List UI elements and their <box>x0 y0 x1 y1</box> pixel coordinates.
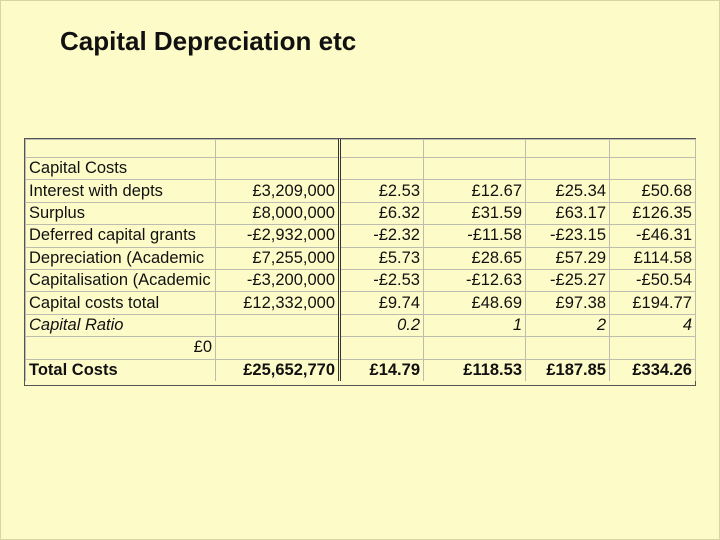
table-cell <box>610 337 696 359</box>
table-row <box>26 140 696 158</box>
table-cell <box>216 337 340 359</box>
table-cell <box>340 140 424 158</box>
row-label: Interest with depts <box>26 180 216 202</box>
row-label: Capital costs total <box>26 292 216 314</box>
table-row <box>26 180 696 202</box>
table-cell: -£2.53 <box>340 269 424 291</box>
table-cell <box>340 158 424 180</box>
table-cell: £126.35 <box>610 202 696 224</box>
table-cell: £5.73 <box>340 247 424 269</box>
row-label: Capitalisation (Academic <box>26 269 216 291</box>
table-cell: -£3,200,000 <box>216 269 340 291</box>
table-row <box>26 247 696 269</box>
table-cell: 4 <box>610 314 696 336</box>
slide-title: Capital Depreciation etc <box>60 26 357 56</box>
table-cell: 1 <box>424 314 526 336</box>
table-cell: £31.59 <box>424 202 526 224</box>
table-cell <box>216 314 340 336</box>
table-cell: £57.29 <box>526 247 610 269</box>
table-cell <box>610 158 696 180</box>
table-row <box>26 292 696 314</box>
table-cell: -£2.32 <box>340 225 424 247</box>
row-label: Total Costs <box>26 359 216 381</box>
table-cell <box>216 158 340 180</box>
table-cell: £118.53 <box>424 359 526 381</box>
table-cell: -£12.63 <box>424 269 526 291</box>
table-cell: £14.79 <box>340 359 424 381</box>
table-cell: £12,332,000 <box>216 292 340 314</box>
table-cell: 2 <box>526 314 610 336</box>
table-cell: £3,209,000 <box>216 180 340 202</box>
table-cell <box>424 140 526 158</box>
table-cell: £334.26 <box>610 359 696 381</box>
table-cell: 0.2 <box>340 314 424 336</box>
table-cell: £114.58 <box>610 247 696 269</box>
table-cell <box>526 158 610 180</box>
row-label: Deferred capital grants <box>26 225 216 247</box>
table-cell <box>610 140 696 158</box>
cost-table <box>25 139 696 381</box>
table-cell: £187.85 <box>526 359 610 381</box>
table-cell: £25,652,770 <box>216 359 340 381</box>
table-cell: £7,255,000 <box>216 247 340 269</box>
table-cell: £12.67 <box>424 180 526 202</box>
table-cell: £97.38 <box>526 292 610 314</box>
table-cell: -£46.31 <box>610 225 696 247</box>
table-cell <box>526 140 610 158</box>
row-label: Capital Ratio <box>26 314 216 336</box>
table-cell: £50.68 <box>610 180 696 202</box>
table-cell: -£23.15 <box>526 225 610 247</box>
table-cell: £2.53 <box>340 180 424 202</box>
table-cell <box>340 337 424 359</box>
table-cell: -£11.58 <box>424 225 526 247</box>
table-cell: £6.32 <box>340 202 424 224</box>
table-cell <box>424 337 526 359</box>
row-label: Capital Costs <box>26 158 216 180</box>
table-cell: -£50.54 <box>610 269 696 291</box>
row-label: Depreciation (Academic <box>26 247 216 269</box>
table-cell: £25.34 <box>526 180 610 202</box>
table-cell: -£25.27 <box>526 269 610 291</box>
table-cell: £48.69 <box>424 292 526 314</box>
table-cell: £194.77 <box>610 292 696 314</box>
row-label: Surplus <box>26 202 216 224</box>
table-cell: £8,000,000 <box>216 202 340 224</box>
table-row <box>26 337 696 359</box>
table-cell: -£2,932,000 <box>216 225 340 247</box>
spreadsheet-table <box>24 138 696 386</box>
table-cell <box>26 140 216 158</box>
table-cell <box>526 337 610 359</box>
table-row <box>26 225 696 247</box>
table-cell <box>424 158 526 180</box>
table-row <box>26 202 696 224</box>
table-cell: £9.74 <box>340 292 424 314</box>
table-cell: £63.17 <box>526 202 610 224</box>
table-row <box>26 314 696 336</box>
table-cell: £28.65 <box>424 247 526 269</box>
table-row <box>26 158 696 180</box>
table-cell <box>216 140 340 158</box>
table-row <box>26 269 696 291</box>
table-row <box>26 359 696 381</box>
row-label: £0 <box>26 337 216 359</box>
